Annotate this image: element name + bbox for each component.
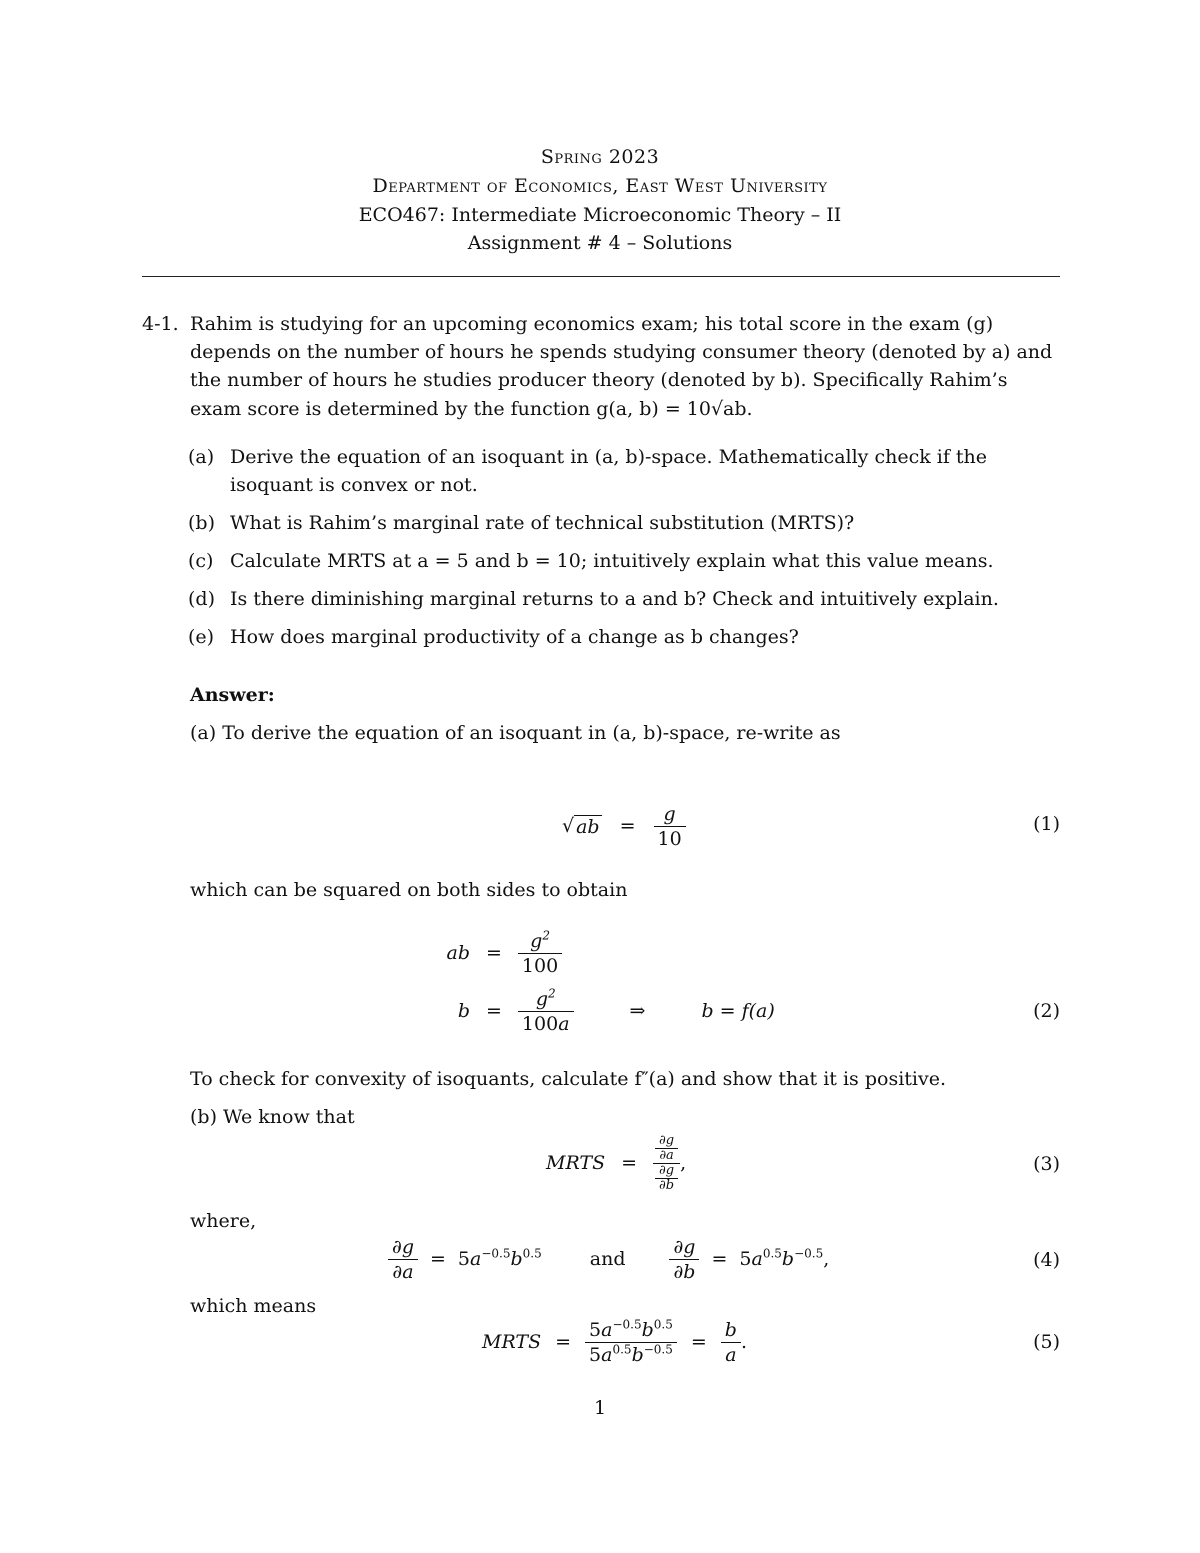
eq2a-den: 100 — [521, 954, 559, 977]
eq3-number: (3) — [1033, 1153, 1060, 1175]
eq1-den: 10 — [657, 827, 682, 850]
eq3-lhs: MRTS — [546, 1152, 606, 1174]
eq1-equals: = — [619, 815, 636, 837]
eq4-left-rhs: $5a^{-0.5}b^{0.5}$ — [457, 1246, 542, 1270]
part-b-label: (b) — [188, 512, 215, 534]
eq2a-lhs: ab — [446, 942, 470, 964]
eq3-comma: , — [680, 1152, 687, 1174]
part-c-label: (c) — [188, 550, 214, 572]
answer-a-intro: (a) To derive the equation of an isoquant in (a, b)-space, re-write as — [190, 722, 841, 744]
problem-text-line-3: the number of hours he studies producer theory (denoted by b). Specifically Rahim’s — [190, 369, 1008, 391]
eq5-number: (5) — [1033, 1331, 1060, 1353]
eq2b-equals: = — [486, 1000, 502, 1022]
equation-1 — [562, 798, 686, 854]
eq1-number: (1) — [1033, 813, 1060, 835]
part-b-text: What is Rahim’s marginal rate of technical substitution (MRTS)? — [230, 512, 855, 534]
means-text: which means — [190, 1295, 317, 1317]
problem-text-line-1: Rahim is studying for an upcoming economics exam; his total score in the exam (g) — [190, 313, 994, 335]
eq5-lhs: MRTS — [482, 1331, 542, 1353]
eq4-right-rhs: $5a^{0.5}b^{-0.5}$, — [739, 1246, 830, 1270]
equation-5 — [482, 1312, 747, 1372]
eq5-equals-2: = — [690, 1331, 707, 1353]
eq2b-den: 100a — [521, 1012, 570, 1035]
department-heading: Department of Economics, East West University — [372, 175, 828, 197]
eq5-num: $5a^{-0.5}b^{0.5}$ — [585, 1318, 677, 1343]
part-d-label: (d) — [188, 588, 215, 610]
eq5-fraction-2 — [721, 1318, 741, 1367]
eq3-num-fraction — [655, 1134, 678, 1163]
part-d-text: Is there diminishing marginal returns to a and b? Check and intuitively explain. — [230, 588, 999, 610]
eq5-equals-1: = — [555, 1331, 572, 1353]
eq4-right-equals: = — [711, 1248, 728, 1270]
page-number: 1 — [593, 1397, 607, 1419]
eq2-number: (2) — [1033, 1000, 1060, 1022]
eq5-fraction-1 — [585, 1318, 677, 1367]
eq5-den: $5a^{0.5}b^{-0.5}$ — [589, 1342, 673, 1366]
eq1-num: g — [654, 802, 686, 827]
eq5-den2: a — [725, 1343, 737, 1366]
eq4-left-fraction — [388, 1235, 418, 1284]
eq4-left-num: ∂g — [388, 1235, 418, 1260]
eq3-num-bot: ∂a — [659, 1147, 674, 1163]
eq2a-equals: = — [486, 942, 502, 964]
eq3-den-bot: ∂b — [659, 1177, 675, 1193]
equation-2a — [440, 924, 562, 982]
part-a-text-2: isoquant is convex or not. — [230, 474, 478, 496]
eq2b-rhs: b = f(a) — [701, 1000, 775, 1022]
problem-text-line-4: exam score is determined by the function g(a, b) = 10√ab. — [190, 398, 753, 420]
eq2b-num: $g^2$ — [518, 987, 574, 1012]
eq4-number: (4) — [1033, 1249, 1060, 1271]
eq3-num-top: ∂g — [655, 1134, 678, 1149]
eq3-equals: = — [621, 1152, 638, 1174]
eq2a-num: $g^2$ — [518, 929, 562, 954]
equation-2b — [440, 982, 775, 1040]
problem-text-line-2: depends on the number of hours he spends studying consumer theory (denoted by a) and — [190, 341, 1053, 363]
eq4-right-fraction — [669, 1235, 699, 1284]
eq3-fraction — [653, 1134, 680, 1193]
answer-heading: Answer: — [190, 684, 275, 706]
eq2a-fraction — [518, 929, 562, 978]
squared-text: which can be squared on both sides to obtain — [190, 879, 628, 901]
eq4-left-den: ∂a — [392, 1260, 414, 1283]
eq4-right-den: ∂b — [673, 1260, 696, 1283]
part-e-label: (e) — [188, 626, 215, 648]
eq3-den-top: ∂g — [655, 1164, 678, 1179]
eq4-and: and — [589, 1248, 626, 1270]
eq5-period: . — [740, 1331, 748, 1353]
eq2b-fraction — [518, 987, 574, 1036]
eq1-lhs: ab — [576, 815, 600, 838]
eq5-num2: b — [721, 1318, 741, 1343]
equation-3 — [546, 1128, 686, 1198]
sqrt-symbol: √ — [562, 815, 575, 837]
part-a-text-1: Derive the equation of an isoquant in (a, b)-space. Mathematically check if the — [230, 446, 988, 468]
where-text: where, — [190, 1210, 257, 1232]
eq4-left-equals: = — [430, 1248, 446, 1270]
term-heading: Spring 2023 — [540, 146, 660, 168]
header-rule — [142, 276, 1060, 277]
convexity-text: To check for convexity of isoquants, calculate f″(a) and show that it is positive. — [190, 1068, 947, 1090]
implies-arrow: ⇒ — [629, 1000, 646, 1022]
assignment-heading: Assignment # 4 – Solutions — [467, 232, 733, 254]
part-c-text: Calculate MRTS at a = 5 and b = 10; intuitively explain what this value means. — [230, 550, 994, 572]
part-e-text: How does marginal productivity of a change as b changes? — [230, 626, 799, 648]
eq2b-lhs: b — [457, 1000, 470, 1022]
course-heading: ECO467: Intermediate Microeconomic Theory – II — [358, 204, 842, 226]
equation-4 — [388, 1230, 829, 1288]
answer-b-intro: (b) We know that — [190, 1106, 355, 1128]
eq3-den-fraction — [655, 1164, 678, 1193]
problem-number: 4-1. — [142, 313, 179, 335]
eq4-right-num: ∂g — [669, 1235, 699, 1260]
eq1-fraction — [654, 802, 686, 851]
part-a-label: (a) — [188, 446, 215, 468]
